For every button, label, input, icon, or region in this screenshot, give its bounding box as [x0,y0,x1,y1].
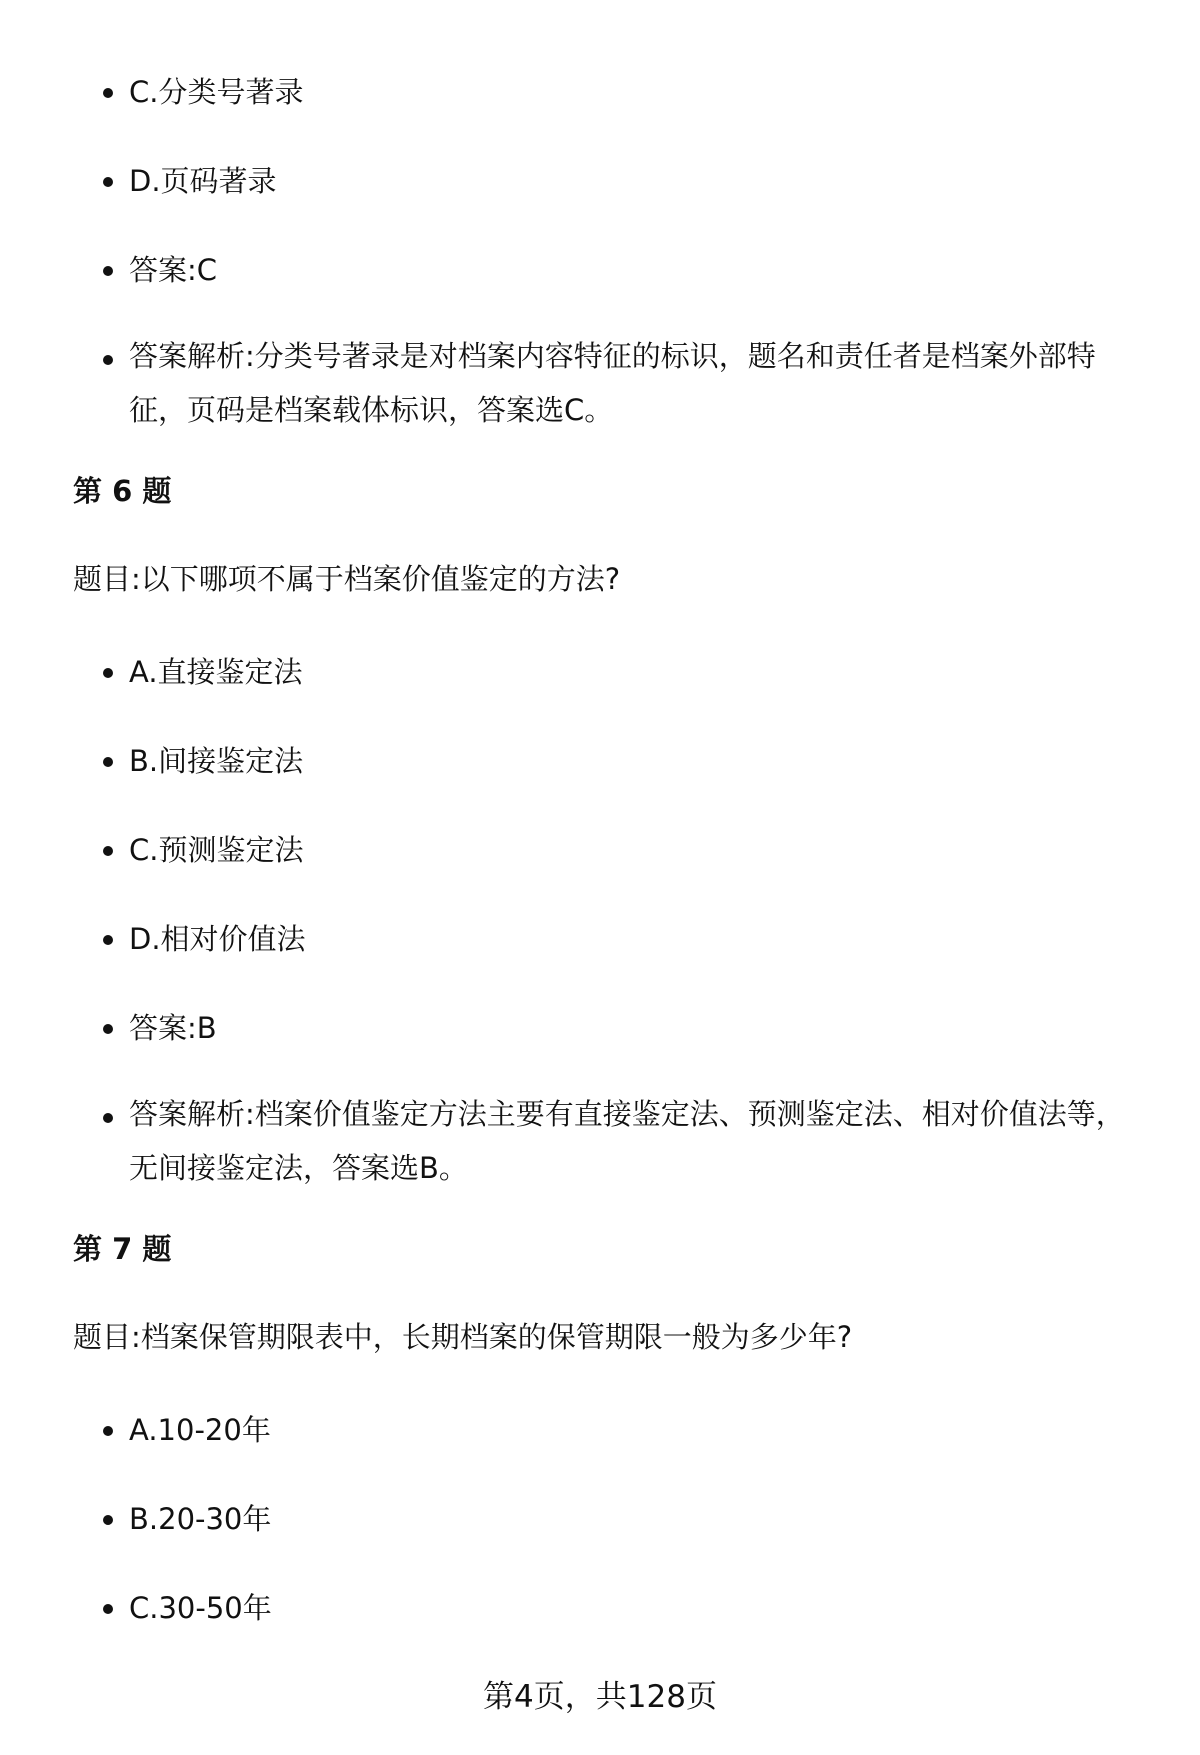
option-d [73,909,1133,969]
bullet-icon [103,1515,113,1525]
answer-explanation [73,329,1133,437]
bullet-icon [103,1426,113,1436]
question-6-heading: 第 6 题 [73,474,172,508]
question-7-heading: 第 7 题 [73,1232,172,1266]
bullet-icon [103,1024,113,1034]
option-c [73,1578,1133,1638]
option-c [73,62,1133,122]
item-text: 答案解析:分类号著录是对档案内容特征的标识，题名和责任者是档案外部特征，页码是档案载体标识，答案选C。 [129,339,1096,427]
answer [73,240,1133,300]
option-d [73,151,1133,211]
bullet-icon [103,88,113,98]
answer-explanation [73,1087,1133,1195]
option-c [73,820,1133,880]
bullet-icon [103,355,113,365]
bullet-icon [103,1604,113,1614]
option-a [73,642,1133,702]
item-text: D.页码著录 [129,164,277,198]
bullet-icon [103,757,113,767]
item-text: 答案:C [129,253,218,287]
question-7-stem: 题目:档案保管期限表中，长期档案的保管期限一般为多少年? [73,1320,853,1354]
bullet-icon [103,668,113,678]
question-5-options [73,62,1133,437]
item-text: B.20-30年 [129,1502,272,1536]
option-a [73,1400,1133,1460]
page-content [73,62,1133,1667]
item-text: 答案:B [129,1011,217,1045]
item-text: A.10-20年 [129,1413,271,1447]
answer [73,998,1133,1058]
question-6-options [73,642,1133,1195]
item-text: B.间接鉴定法 [129,744,304,778]
option-b [73,731,1133,791]
question-7-options [73,1400,1133,1638]
item-text: D.相对价值法 [129,922,306,956]
item-text: 答案解析:档案价值鉴定方法主要有直接鉴定法、预测鉴定法、相对价值法等，无间接鉴定法，答案选B。 [129,1097,1125,1185]
item-text: C.预测鉴定法 [129,833,304,867]
page-footer: 第4页，共128页 [483,1679,717,1715]
option-b [73,1489,1133,1549]
question-6-stem: 题目:以下哪项不属于档案价值鉴定的方法? [73,562,621,596]
item-text: C.30-50年 [129,1591,272,1625]
bullet-icon [103,177,113,187]
bullet-icon [103,935,113,945]
item-text: C.分类号著录 [129,75,304,109]
bullet-icon [103,1113,113,1123]
bullet-icon [103,266,113,276]
bullet-icon [103,846,113,856]
item-text: A.直接鉴定法 [129,655,303,689]
